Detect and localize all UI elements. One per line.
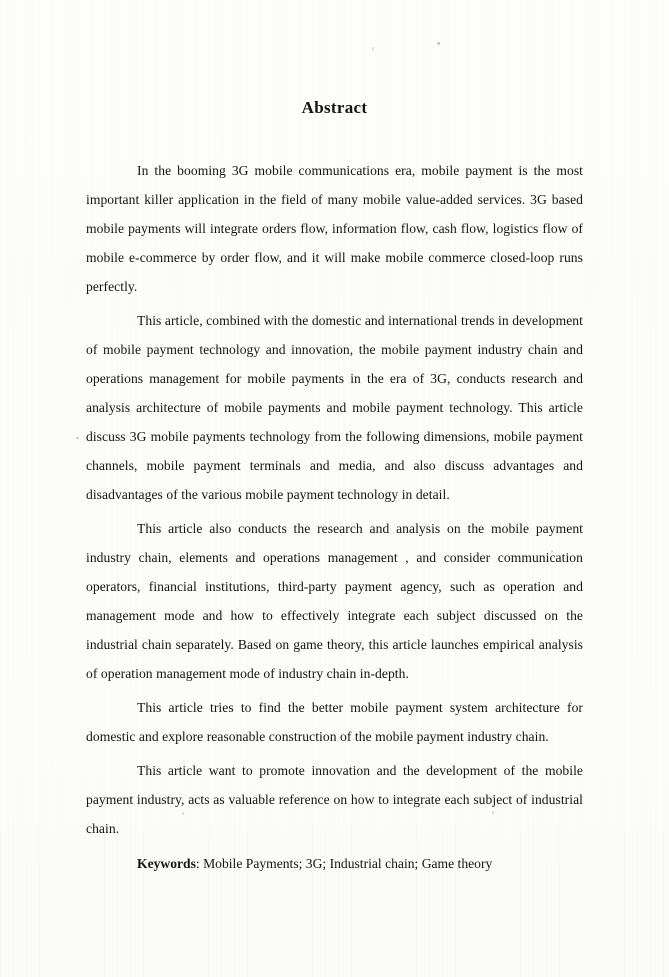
keywords-value: Mobile Payments; 3G; Industrial chain; Game theory: [203, 856, 493, 871]
scan-speck: [372, 47, 374, 51]
abstract-paragraph-3: This article also conducts the research and analysis on the mobile payment industry chain, elements and operations management , and consider communication operators, financial institutions, third-party payment agency, such as operation and management mode and how to effectively integrate each subject discussed on the industrial chain separately. Based on game theory, this article launches empirical analysis of operation management mode of industry chain in-depth.: [86, 521, 583, 681]
abstract-paragraph-1: In the booming 3G mobile communications era, mobile payment is the most important killer application in the field of many mobile value-added services. 3G based mobile payments will integrate orders flow, information flow, cash flow, logistics flow of mobile e-commerce by order flow, and it will make mobile commerce closed-loop runs perfectly.: [86, 163, 583, 294]
scan-speck: [182, 812, 184, 815]
keywords-separator: :: [195, 856, 204, 871]
keywords-line: [86, 849, 583, 878]
scan-speck: [76, 437, 79, 439]
document-body: [86, 0, 583, 878]
abstract-paragraph-5: This article want to promote innovation and the development of the mobile payment industry, acts as valuable reference on how to integrate each subject of industrial chain.: [86, 763, 583, 836]
page-title: Abstract: [301, 98, 368, 117]
scan-speck: [437, 42, 440, 45]
abstract-paragraph-2: This article, combined with the domestic and international trends in development of mobile payment technology and innovation, the mobile payment industry chain and operations management for mobile payments in the era of 3G, conducts research and analysis architecture of mobile payments and mobile payment technology. This article discuss 3G mobile payments technology from the following dimensions, mobile payment channels, mobile payment terminals and media, and also discuss advantages and disadvantages of the various mobile payment technology in detail.: [86, 313, 583, 502]
scan-speck: [551, 550, 553, 553]
scan-speck: [492, 811, 494, 814]
keywords-label: Keywords: [137, 856, 196, 871]
abstract-paragraph-4: This article tries to find the better mobile payment system architecture for domestic and explore reasonable construction of the mobile payment industry chain.: [86, 700, 583, 744]
